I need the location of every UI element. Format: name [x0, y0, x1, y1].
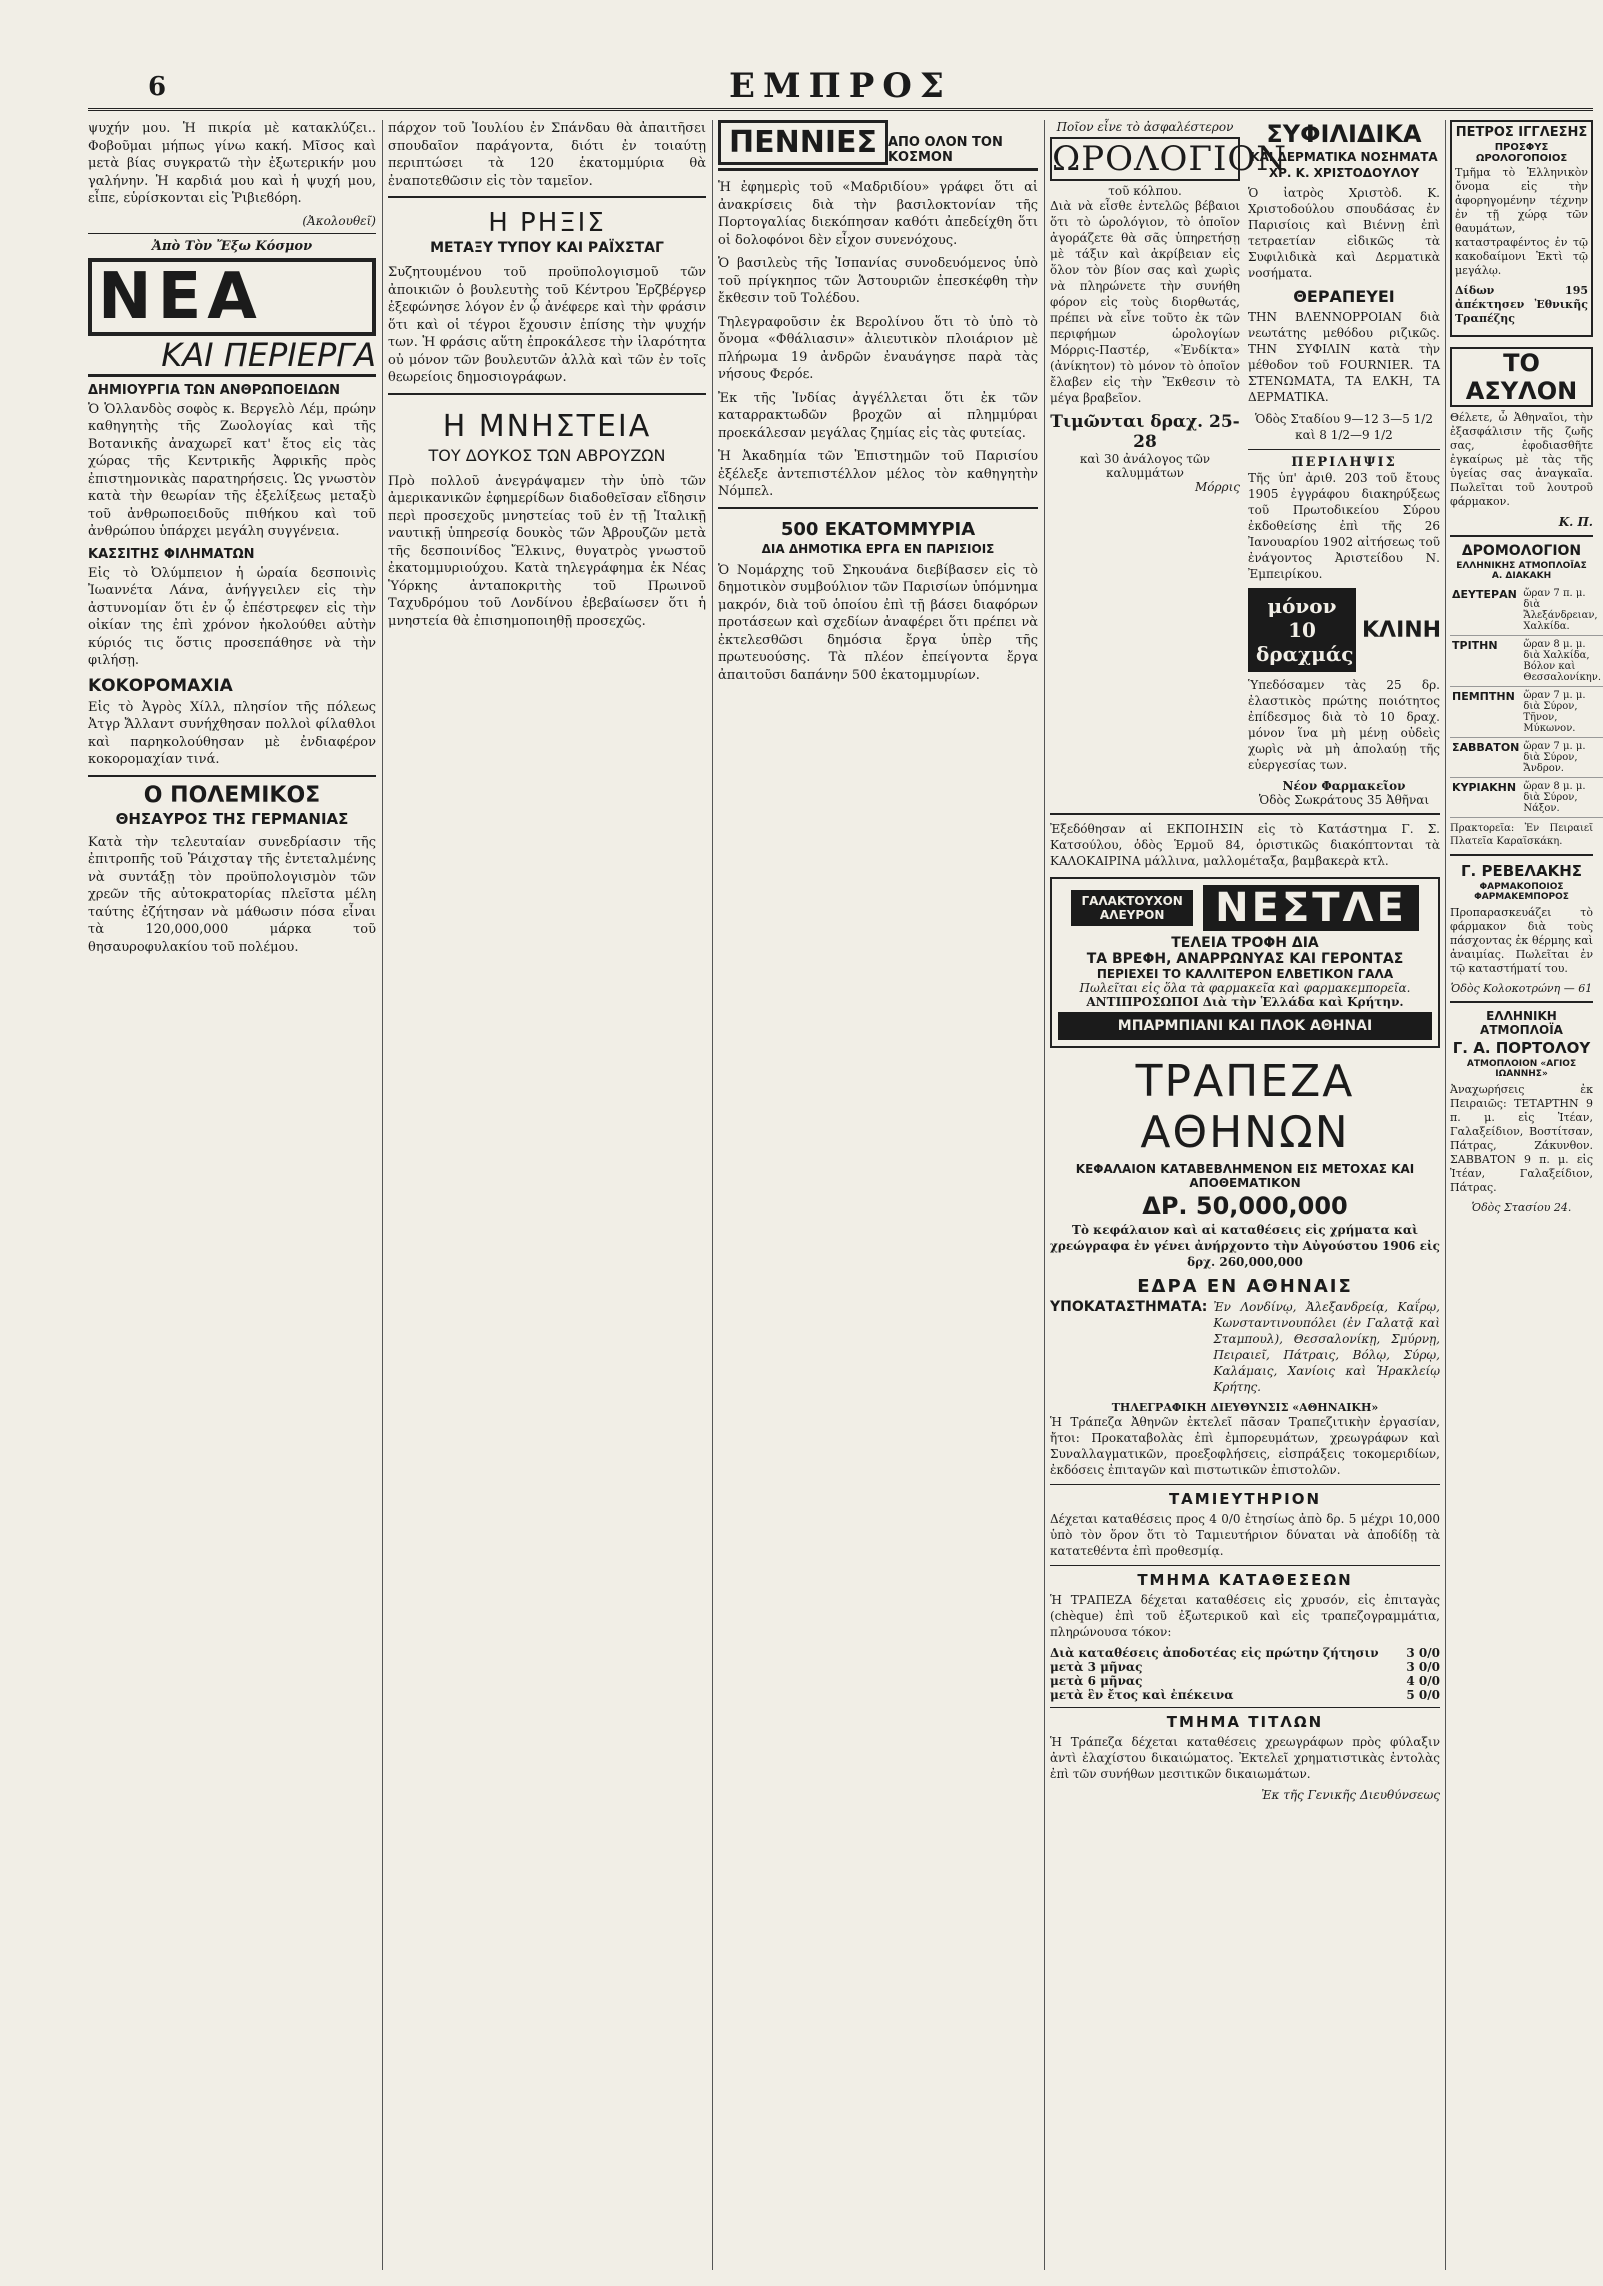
rate-value: 3 0/0: [1406, 1660, 1440, 1674]
ad-nestle-line: ΠΕΡΙΕΧΕΙ ΤΟ ΚΑΛΛΙΤΕΡΟΝ ΕΛΒΕΤΙΚΟΝ ΓΑΛΑ: [1096, 967, 1394, 981]
bank-capital-label: ΚΕΦΑΛΑΙΟΝ ΚΑΤΑΒΕΒΛΗΜΕΝΟΝ ΕΙΣ ΜΕΤΟΧΑΣ ΚΑΙ ΑΠΟΘΕΜΑΤΙΚΟΝ: [1075, 1162, 1415, 1190]
ad-bed-address: Ὁδὸς Σωκράτους 35 Ἀθῆναι: [1258, 793, 1430, 807]
steamship-address: Ὁδὸς Στασίου 24.: [1471, 1201, 1572, 1214]
ad-watch-title: ΩΡΟΛΟΓΙΟΝ: [1052, 139, 1288, 179]
ad-syph-subtitle: ΚΑΙ ΔΕΡΜΑΤΙΚΑ ΝΟΣΗΜΑΤΑ: [1250, 150, 1438, 164]
ad-nestle-top: ΓΑΛΑΚΤΟΥΧΟΝ ΑΛΕΥΡΟΝ: [1071, 890, 1193, 926]
route-row: [1450, 738, 1603, 778]
article-title: Η ΡΗΞΙΣ: [488, 208, 606, 238]
route-row: [1450, 778, 1603, 818]
route-day: ΔΕΥΤΕΡΑΝ: [1450, 585, 1521, 636]
routes-subtitle: ΕΛΛΗΝΙΚΗΣ ΑΤΜΟΠΛΟΪΑΣ Α. ΔΙΑΚΑΚΗ: [1456, 561, 1587, 581]
rate-row: [1050, 1688, 1440, 1702]
column-2: [388, 120, 706, 2270]
savings-head: ΤΑΜΙΕΥΤΗΡΙΟΝ: [1168, 1490, 1322, 1508]
news-item: Ἡ Ἀκαδημία τῶν Ἐπιστημῶν τοῦ Παρισίου ἐξέλεξε ἀντεπιστέλλον μέλος τὸν καθηγητὴν Νόμπελ.: [718, 449, 1038, 499]
ad-watchmaker-title: ΠΕΤΡΟΣ ΙΓΓΛΕΣΗΣ: [1455, 125, 1588, 140]
news-item: Τηλεγραφοῦσιν ἐκ Βερολίνου ὅτι τὸ ὑπὸ τὸ ὄνομα «Φθάλιασιν» ἀλιευτικὸν πλοιάριον μὲ πλήρωμα 19 ἀνδρῶν ἐναυάγησε παρὰ τὰς νήσους Φερόε.: [718, 314, 1038, 382]
divider: [388, 393, 706, 395]
route-day: ΠΕΜΠΤΗΝ: [1450, 687, 1521, 738]
deposit-intro: Ἡ ΤΡΑΠΕΖΑ δέχεται καταθέσεις εἰς χρυσόν, εἰς ἐπιταγὰς (chèque) ἐπὶ τοῦ ἐξωτερικοῦ καὶ εἰς τραπεζογραμμάτια, πληρώνουσα τόκον:: [1050, 1593, 1440, 1639]
divider: [1050, 1484, 1440, 1485]
ad-watch-pre: Ποῖον εἶνε τὸ ἀσφαλέστερον: [1056, 120, 1234, 134]
item-text: Εἰς τὸ Ἀγρὸς Χίλλ, πλησίον τῆς πόλεως Ἀτγρ Ἄλλαντ συνήχθησαν πολλοὶ φίλαθλοι καὶ παρηκολούθησαν μὲ ἐνδιαφέρον κοκορομαχίαν τινά.: [88, 699, 376, 767]
route-text: ὥραν 7 μ. μ. διὰ Σύρον, Ἄνδρον.: [1521, 738, 1603, 778]
bank-telegraph: ΤΗΛΕΓΡΑΦΙΚΗ ΔΙΕΥΘΥΝΣΙΣ «ΑΘΗΝΑΙΚΗ»: [1111, 1401, 1379, 1414]
ad-watch-tag: τοῦ κόλπου.: [1108, 184, 1182, 198]
steamship-owner: Γ. Α. ΠΟΡΤΟΛΟΥ: [1452, 1039, 1591, 1057]
article-text: Πρὸ πολλοῦ ἀνεγράψαμεν τὴν ὑπὸ τῶν ἀμερικανικῶν ἐφημερίδων διαδοθεῖσαν εἴδησιν περὶ προσεχοῦς μνηστείας τοῦ ἐν τῇ Ἰταλικῇ ναυτικῇ ὑπηρεσίᾳ δουκὸς τῶν Ἀβρουζῶν μετὰ τῆς δεσποινίδος Ἔλκινς, θυγατρὸς γνωστοῦ ἐκατομμυριούχου. Κατὰ τηλεγράφημα ἐκ Νέας Ὑόρκης ἀνταποκριτὴς τοῦ Πρωινοῦ Ταχυδρόμου τοῦ Λονδίνου ἐβεβαίωσεν ὅτι ἡ μνηστεία θὰ ἐπισημοποιηθῇ προσεχῶς.: [388, 473, 706, 629]
routes-table: [1450, 585, 1603, 818]
rate-row: [1050, 1660, 1440, 1674]
rate-value: 4 0/0: [1406, 1674, 1440, 1688]
item-heading: ΔΗΜΙΟΥΡΓΙΑ ΤΩΝ ΑΝΘΡΩΠΟΕΙΔΩΝ: [88, 382, 340, 398]
ad-syphilis: [1248, 120, 1440, 807]
divider: [1450, 854, 1593, 856]
lottery-head: ΠΕΡΙΛΗΨΙΣ: [1291, 455, 1397, 470]
ad-watch-signature: Μόρρις: [1194, 480, 1240, 494]
article-subtitle: ΜΕΤΑΞΥ ΤΥΠΟΥ ΚΑΙ ΡΑΪΧΣΤΑΓ: [430, 240, 664, 256]
column-1: [88, 120, 376, 2270]
item-text: Ὁ Ὁλλανδὸς σοφὸς κ. Βεργελὸ Λέμ, πρώην καθηγητὴς τῆς Ζωολογίας καὶ τῆς Βοτανικῆς ἀναχωρεῖ κατ' ἔτος εἰς τὰς χώρας τῆς Κεντρικῆς Ἀφρικῆς πρὸς ἐπιστημονικὰς παρατηρήσεις. Ὡς γνωστὸν κατὰ τὴν θεωρίαν τῆς ἐξελίξεως μεταξὺ τοῦ ἀνθρωποειδοῦς πιθήκου καὶ τοῦ ἀνθρώπου ὑπάρχει μεγάλη συγγένεια.: [88, 401, 376, 539]
masthead: [88, 60, 1593, 110]
deposit-rates: [1050, 1646, 1440, 1702]
divider: [1050, 813, 1440, 815]
ad-syph-therapy: ΘΕΡΑΠΕΥΕΙ: [1293, 287, 1395, 306]
asylo-title: ΤΟ ΑΣΥΛΟΝ: [1450, 347, 1593, 407]
route-text: ὥραν 8 μ. μ. διὰ Χαλκίδα, Βόλον καὶ Θεσσαλονίκην.: [1521, 636, 1603, 687]
route-text: ὥραν 7 π. μ. διὰ Ἄλεξάνδρειαν, Χαλκίδα.: [1521, 585, 1603, 636]
ad-nestle-line: ΑΝΤΙΠΡΟΣΩΠΟΙ Διὰ τὴν Ἑλλάδα καὶ Κρήτην.: [1086, 995, 1404, 1009]
article-text: Συζητουμένου τοῦ προϋπολογισμοῦ τῶν ἀποικιῶν ὁ βουλευτὴς τοῦ Κέντρου Ἐρζβέργερ ἐξεφώνησε λόγον ἐν ᾧ ἀνέφερε καὶ τὴν φράσιν ὅτι καὶ οἱ τέγροι ἔχουσιν ἐπίσης τὴν ψυχήν των. Ἡ φράσις αὕτη ἐπροκάλεσε τὴν ἱλαρότητα οὐ μόνον τῶν βουλευτῶν ἀλλὰ καὶ τῶν ἐν τοῖς θεωρείοις δημοσιογράφων.: [388, 265, 706, 385]
ad-watchmaker: [1450, 120, 1593, 337]
pharmacy-title: Γ. ΡΕΒΕΛΑΚΗΣ: [1460, 862, 1583, 880]
paper-title: ΕΜΠΡΟΣ: [729, 66, 952, 106]
column-divider: [382, 120, 383, 2270]
rate-value: 3 0/0: [1406, 1646, 1440, 1660]
route-row: [1450, 585, 1603, 636]
section-title: ΠΕΝΝΙΕΣ: [718, 120, 888, 165]
steamship-ship: ΑΤΜΟΠΛΟΙΟΝ «ΑΓΙΟΣ ΙΩΑΝΝΗΣ»: [1466, 1059, 1577, 1079]
article-text: Ὁ Νομάρχης τοῦ Σηκουάνα διεβίβασεν εἰς τὸ δημοτικὸν συμβούλιον τῶν Παρισίων ὑπόμνημα μακρόν, διὰ τοῦ ὁποίου ἐπὶ τῇ βάσει διαφόρων προτάσεων καὶ σχεδίων ἀναφέρει ὅτι πρέπει νὰ ἐκτελεσθῶσι δημόσια ἔργα ὑπὲρ τῆς πρωτευούσης. Τὰ πλέον ἐπείγοντα ἔργα ἀπαιτοῦσι δαπάνην 500 ἑκατομμυρίων.: [718, 562, 1038, 683]
bank-branches: Ἐν Λονδίνῳ, Ἀλεξανδρείᾳ, Καΐρῳ, Κωνσταντινουπόλει (ἐν Γαλατᾷ καὶ Σταμπουλ), Θεσσαλονίκῃ, Σμύρνῃ, Πειραιεῖ, Πάτραις, Βόλῳ, Σύρῳ, Καλάμαις, Χανίοις καὶ Ἡρακλείῳ Κρήτης.: [1213, 1300, 1440, 1394]
divider: [1450, 535, 1593, 537]
route-text: ὥραν 8 μ. μ. διὰ Σύρον, Νάξον.: [1521, 778, 1603, 818]
article-title: 500 ΕΚΑΤΟΜΜΥΡΙΑ: [780, 518, 976, 540]
rate-row: [1050, 1646, 1440, 1660]
ad-sale-text: Ἐξεδόθησαν αἱ ΕΚΠΟΙΗΣΙΝ εἰς τὸ Κατάστημα Γ. Σ. Κατσούλου, ὁδὸς Ἑρμοῦ 84, ὁριστικῶς διακόπτονται τὰ ΚΑΛΟΚΑΙΡΙΝΑ μάλλινα, μαλλομέταξα, βαμβακερὰ κτλ.: [1050, 822, 1440, 868]
rate-label: μετὰ 3 μῆνας: [1050, 1660, 1143, 1674]
bank-title: ΤΡΑΠΕΖΑ ΑΘΗΝΩΝ: [1135, 1056, 1355, 1158]
steamship-text: Ἀναχωρήσεις ἐκ Πειραιῶς: ΤΕΤΑΡΤΗΝ 9 π. μ. εἰς Ἰτέαν, Γαλαξείδιον, Βοστίτσαν, Πάτρας, Ζάκυνθον. ΣΑΒΒΑΤΟΝ 9 π. μ. εἰς Ἰτέαν, Γαλαξείδιον, Πάτρας.: [1450, 1083, 1593, 1194]
savings-text: Δέχεται καταθέσεις προς 4 0/0 ἐτησίως ἀπὸ δρ. 5 μέχρι 10,000 ὑπὸ τὸν ὅρον ὅτι τὸ Ταμιευτήριον δύναται νὰ ἀποδίδῃ τὰ κατατεθέντα ἐπὶ προθεσμίᾳ.: [1050, 1512, 1440, 1558]
rate-value: 5 0/0: [1406, 1688, 1440, 1702]
ad-nestle: [1050, 877, 1440, 1048]
lottery-text: Τῆς ὑπ' ἀριθ. 203 τοῦ ἔτους 1905 ἐγγράφου διακηρύξεως τοῦ Πρωτοδικείου Σύρου ἐκδοθείσης ἐπὶ τῆς 26 Ἰανουαρίου 1902 αἰτήσεως τοῦ ἐνάγοντος Ἀριστείδου Ν. Ἐμπειρίκου.: [1248, 471, 1440, 581]
item-heading: ΚΑΣΣΙΤΗΣ ΦΙΛΗΜΑΤΩΝ: [88, 546, 255, 562]
column-divider: [712, 120, 713, 2270]
lead-text: πάρχον τοῦ Ἰουλίου ἐν Σπάνδαυ θὰ ἀπαιτῆσει σπουδαῖον παράγοντα, διότι ἐν τοιαύτῃ περιπτώσει τὰ 120 ἑκατομμύρια θὰ ἐναποτεθῶσιν εἰς τὸν ταμεῖον.: [388, 121, 706, 189]
page-number: 6: [148, 72, 167, 102]
newspaper-page: [88, 60, 1602, 2275]
ad-syph-hours: Ὁδὸς Σταδίου 9—12 3—5 1/2 καὶ 8 1/2—9 1/2: [1255, 412, 1433, 442]
section-kicker: Ἀπὸ Τὸν Ἔξω Κόσμον: [151, 238, 313, 254]
route-text: ὥραν 7 μ. μ. διὰ Σύρον, Τῆνον, Μύκωνον.: [1521, 687, 1603, 738]
news-item: Ὁ βασιλεὺς τῆς Ἰσπανίας συνοδευόμενος ὑπὸ τοῦ πρίγκηπος τῶν Ἀστουριῶν ἐπεσκέφθη τὴν ἔκθεσιν τοῦ Τολέδου.: [718, 256, 1038, 306]
routes-agent: Πρακτορεῖα: Ἐν Πειραιεῖ Πλατεῖα Καραϊσκάκη.: [1450, 823, 1593, 847]
article-text: Κατὰ τὴν τελευταίαν συνεδρίασιν τῆς ἐπιτροπῆς τοῦ Ῥάιχσταγ τῆς ἐντεταλμένης νὰ συντάξῃ τὸν προϋπολογισμὸν τῶν χρεῶν τῆς αὐτοκρατορίας πλεῖστα μέλη ταύτης ἐζήτησαν νὰ μάθωσιν πόσα εἶναι τὰ 120,000,000 μάρκα τοῦ θησαυροφυλακίου τοῦ πολέμου.: [88, 834, 376, 955]
ad-watch: [1050, 120, 1288, 807]
masthead-rule: [88, 108, 1593, 111]
column-divider: [1044, 120, 1045, 2270]
divider: [1050, 1707, 1440, 1708]
rate-row: [1050, 1674, 1440, 1688]
pharmacy-text: Προπαρασκευάζει τὸ φάρμακον διὰ τοὺς πάσχοντας ἐκ θέρμης καὶ ἀναιμίας. Πωλεῖται ἐν τῷ καταστήματί του.: [1450, 906, 1593, 975]
ad-nestle-line: ΜΠΑΡΜΠΙΑΝΙ ΚΑΙ ΠΛΟΚ ΑΘΗΝΑΙ: [1058, 1012, 1432, 1040]
ad-bed-title: ΚΛΙΝΗ: [1362, 617, 1442, 643]
ad-watchmaker-subtitle: ΠΡΟΣΦΥΣ ΩΡΟΛΟΓΟΠΟΙΟΣ: [1475, 142, 1568, 164]
article-subtitle: ΔΙΑ ΔΗΜΟΤΙΚΑ ΕΡΓΑ ΕΝ ΠΑΡΙΣΙΟΙΣ: [761, 541, 995, 556]
route-row: [1450, 636, 1603, 687]
ad-watch-text: Διὰ νὰ εἶσθε ἐντελῶς βέβαιοι ὅτι τὸ ὡρολόγιον, τὸ ὁποῖον ἀγοράζετε θὰ σᾶς ὑπηρετήσῃ μὲ τάξιν καὶ ἀκρίβειαν εἰς ὅλον τὸν βίον σας καὶ χωρὶς νὰ πληρώνετε τὴν συνήθη φόρον εἰς τοὺς διορθωτάς, πρέπει νὰ εἶνε τοῦτο ἐκ τῶν περιφήμων ὡρολογίων Μόρρις-Παστέρ, «Ἐνδίκτα» (ἀνίκητον) τὸ μόνον τὸ ὁποῖον ἔλαβεν εἰς τὴν Ἔκθεσιν τὸ μέγα βραβεῖον.: [1050, 199, 1240, 405]
ad-nestle-line: ΤΑ ΒΡΕΦΗ, ΑΝΑΡΡΩΝΥΑΣ ΚΑΙ ΓΕΡΟΝΤΑΣ: [1086, 951, 1404, 967]
pharmacy-address: Ὁδὸς Κολοκοτρώνη — 61: [1450, 982, 1593, 995]
route-row: [1450, 687, 1603, 738]
divider: [88, 775, 376, 777]
ad-nestle-brand: ΝΕΣΤΛΕ: [1203, 885, 1419, 931]
column-divider: [1445, 120, 1446, 2270]
column-3: [718, 120, 1038, 2270]
asylo-signature: Κ. Π.: [1558, 515, 1593, 529]
deposit-head: ΤΜΗΜΑ ΚΑΤΑΘΕΣΕΩΝ: [1137, 1571, 1353, 1589]
rate-label: μετὰ 6 μῆνας: [1050, 1674, 1143, 1688]
route-day: ΣΑΒΒΑΤΟΝ: [1450, 738, 1521, 778]
divider: [388, 196, 706, 198]
asylo-text: Θέλετε, ὦ Ἀθηναῖοι, τὴν ἐξασφάλισιν τῆς ζωῆς σας, ἐφοδιασθῆτε ἐγκαίρως μὲ τὰς τῆς ὑγείας σας ἀναγκαῖα. Πωλεῖται τοῦ λουτροῦ φάρμακον.: [1450, 411, 1593, 508]
rate-label: Διὰ καταθέσεις ἀποδοτέας εἰς πρώτην ζήτησιν: [1050, 1646, 1379, 1660]
ad-watchmaker-text: Τμῆμα τὸ Ἑλληνικὸν ὄνομα εἰς τὴν ἀφορηγομένην τέχνην ἐν τῇ χώρᾳ τῶν θαυμάτων, καταστραφέντος ἐν τῷ κακοδαίμονι Ἐκτὶ τῷ μεγάλῳ.: [1455, 166, 1588, 277]
ad-watch-price2: καὶ 30 ἀνάλογος τῶν καλυμμάτων: [1079, 452, 1211, 480]
divider: [718, 507, 1038, 509]
article-title: Η ΜΝΗΣΤΕΙΑ: [442, 408, 652, 444]
serial-signoff: (Ἀκολουθεῖ): [302, 213, 376, 228]
news-item: Ἡ ἐφημερὶς τοῦ «Μαδριδίου» γράφει ὅτι αἱ ἀνακρίσεις διὰ τὴν βασιλοκτονίαν τῆς Πορτογαλίας διεκόπησαν καθότι ἀπεδείχθη ὅτι οἱ δολοφόνοι δὲν εἶχον συνενόχους.: [718, 180, 1038, 248]
column-4: [1050, 120, 1440, 2270]
bank-seat: ΕΔΡΑ ΕΝ ΑΘΗΝΑΙΣ: [1137, 1276, 1353, 1297]
column-5: [1450, 120, 1602, 2270]
ad-bed-text: Ὑπεδόσαμεν τὰς 25 δρ. ἐλαστικὸς πρώτης ποιότητος ἐπίδεσμος διὰ τὸ 10 δραχ. μόνον ἵνα μὴ μένῃ οὐδεὶς χωρὶς νὰ μὴ ἀπολαύῃ τῆς εὐεργεσίας των.: [1248, 678, 1440, 772]
bank-capital: ΔΡ. 50,000,000: [1142, 1192, 1348, 1220]
divider: [88, 233, 376, 234]
ad-10-badge: μόνον 10 δραχμάς: [1248, 588, 1356, 672]
route-day: ΤΡΙΤΗΝ: [1450, 636, 1521, 687]
bank-text: Ἡ Τράπεζα Ἀθηνῶν ἐκτελεῖ πᾶσαν Τραπεζιτικὴν ἐργασίαν, ἤτοι: Προκαταβολὰς ἐπὶ ἐμπορευμάτων, χρεωγράφων καὶ Συναλλαγματικῶν, προεξοφλήσεις, εἰσπράξεις τοκομεριδίων, ἐκδόσεις ἐπιταγῶν καὶ πιστωτικῶν ἐπιστολῶν.: [1050, 1415, 1440, 1477]
article-title: Ο ΠΟΛΕΜΙΚΟΣ: [143, 782, 321, 808]
article-subtitle: ΘΗΣΑΥΡΟΣ ΤΗΣ ΓΕΡΜΑΝΙΑΣ: [115, 809, 349, 828]
ad-syph-text: Ὁ ἰατρὸς Χριστὸδ. Κ. Χριστοδούλου σπουδάσας ἐν Παρισίοις καὶ Βιέννῃ ἐπὶ τετραετίαν εἰδικῶς τὰ Συφιλιδικὰ καὶ Δερματικὰ νοσήματα.: [1248, 186, 1440, 280]
pharmacy-subtitle: ΦΑΡΜΑΚΟΠΟΙΟΣ ΦΑΡΜΑΚΕΜΠΟΡΟΣ: [1474, 882, 1569, 902]
ad-nestle-line: ΤΕΛΕΙΑ ΤΡΟΦΗ ΔΙΑ: [1171, 935, 1319, 951]
article-subtitle: ΤΟΥ ΔΟΥΚΟΣ ΤΩΝ ΑΒΡΟΥΖΩΝ: [428, 445, 666, 465]
ad-syph-therapy-text: ΤΗΝ ΒΛΕΝΝΟΡΡΟΙΑΝ διὰ νεωτάτης μεθόδου ριζικῶς. ΤΗΝ ΣΥΦΙΛΙΝ κατὰ τὴν μέθοδον τοῦ FOURNIER. ΤΑ ΣΤΕΝΩΜΑΤΑ, ΤΑ ΕΛΚΗ, ΤΑ ΔΕΡΜΑΤΙΚΑ.: [1248, 310, 1440, 404]
serial-text: ψυχήν μου. Ἡ πικρία μὲ κατακλύζει.. Φοβοῦμαι μήπως γίνω κακή. Μῖσος καὶ μετὰ βίας συγκρατῶ τὴν ἐξωτερικήν μου γαλήνην. Ἡ καρδιά μου καὶ ἡ ψυχή μου, εἶπε, εὑρίσκονται εἰς Ῥιβιεϐόρη.: [88, 121, 376, 206]
route-day: ΚΥΡΙΑΚΗΝ: [1450, 778, 1521, 818]
rate-label: μετὰ ἓν ἔτος καὶ ἐπέκεινα: [1050, 1688, 1234, 1702]
titles-head: ΤΜΗΜΑ ΤΙΤΛΩΝ: [1166, 1713, 1324, 1731]
divider: [1450, 1001, 1593, 1003]
bank-branches-label: ΥΠΟΚΑΤΑΣΤΗΜΑΤΑ:: [1050, 1299, 1208, 1315]
nea-title: ΝΕΑ: [88, 258, 376, 336]
ad-bed-shop: Νέον Φαρμακεῖον: [1282, 779, 1406, 793]
item-text: Εἰς τὸ Ὀλύμπειον ἡ ὡραία δεσποινὶς Ἰωαννέτα Λάνα, ἀνήγγειλεν εἰς τὴν ἀστυνομίαν ὅτι ἐν ᾧ ἐπέστρεφεν εἰς τὴν οἰκίαν της ἐπὶ χρόνον ἠκολούθει αὐτὴν κύριός τις ὅστις προσεπάθησε νὰ τὴν φιλήσῃ.: [88, 565, 376, 668]
item-heading: ΚΟΚΟΡΟΜΑΧΙΑ: [88, 675, 233, 696]
routes-title: ΔΡΟΜΟΛΟΓΙΟΝ: [1461, 543, 1582, 559]
ad-nestle-line: Πωλεῖται εἰς ὅλα τὰ φαρμακεῖα καὶ φαρμακεμπορεῖα.: [1079, 981, 1411, 995]
titles-signature: Ἐκ τῆς Γενικῆς Διευθύνσεως: [1261, 1788, 1440, 1802]
ad-watchmaker-price: Δίδων 195 ἀπέκτησεν Ἐθνικῆς Τραπέζης: [1455, 284, 1588, 325]
steamship-title: ΕΛΛΗΝΙΚΗ ΑΤΜΟΠΛΟΪΑ: [1480, 1009, 1563, 1037]
divider: [1050, 1565, 1440, 1566]
divider: [1248, 449, 1440, 450]
ad-syph-title: ΣΥΦΙΛΙΔΙΚΑ: [1266, 120, 1422, 148]
bank-ad: [1050, 1056, 1440, 1802]
bank-deposits: Τὸ κεφάλαιον καὶ αἱ καταθέσεις εἰς χρήματα καὶ χρεώγραφα ἐν γένει ἀνήρχοντο τὴν Αὐγούστου 1906 εἰς δρχ. 260,000,000: [1050, 1223, 1440, 1269]
titles-text: Ἡ Τράπεζα δέχεται καταθέσεις χρεωγράφων πρὸς φύλαξιν ἀντὶ ἐλαχίστου δικαιώματος. Ἐκτελεῖ χρηματιστικὰς ἐντολὰς ἐπὶ τῶν συνήθων μεσιτικῶν δικαιωμάτων.: [1050, 1735, 1440, 1781]
section-subtitle: ΑΠΟ ΟΛΟΝ ΤΟΝ ΚΟΣΜΟΝ: [887, 135, 1003, 165]
news-list: [718, 179, 1038, 501]
news-item: Ἐκ τῆς Ἰνδίας ἀγγέλλεται ὅτι ἐκ τῶν καταρρακτωδῶν βροχῶν αἱ πλημμύραι προεκάλεσαν μεγάλας ζημίας εἰς τὰς φυτείας.: [718, 390, 1038, 441]
ad-watch-price: Τιμῶνται δραχ. 25-28: [1050, 412, 1240, 452]
nea-subtitle: ΚΑΙ ΠΕΡΙΕΡΓΑ: [88, 336, 376, 377]
ad-syph-doctor: ΧΡ. Κ. ΧΡΙΣΤΟΔΟΥΛΟΥ: [1268, 166, 1420, 180]
ad-bed: [1248, 588, 1440, 672]
